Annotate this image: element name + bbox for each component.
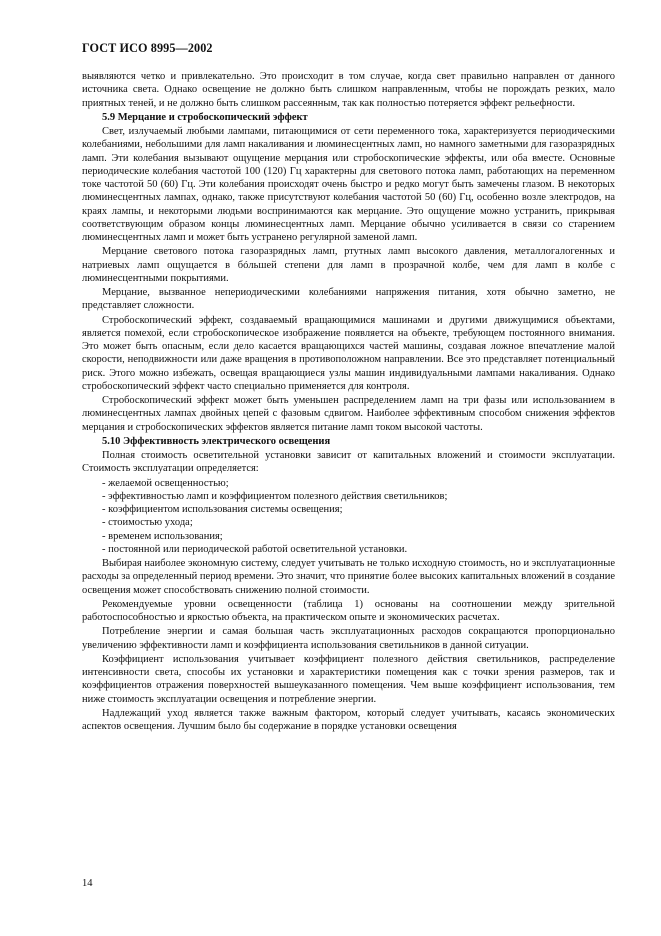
list-item: - стоимостью ухода; bbox=[102, 516, 615, 529]
document-body bbox=[82, 70, 615, 734]
paragraph: Мерцание светового потока газоразрядных ламп, ртутных ламп высокого давления, металлогалогенных и натриевых ламп ощущается в бóльшей степени для ламп в прозрачной колбе, чем для ламп в колбе с люминесцентными покрытиями. bbox=[82, 246, 615, 284]
paragraph: Выбирая наиболее экономную систему, следует учитывать не только исходную стоимость, но и эксплуатационные расходы за определенный период времени. Это значит, что принятие более высоких капитальных вложений в создание освещения может способствовать снижению полной стоимости. bbox=[82, 558, 615, 596]
section-heading-5-9: 5.9 Мерцание и стробоскопический эффект bbox=[102, 111, 308, 123]
paragraph: Коэффициент использования учитывает коэффициент полезного действия светильников, распределение интенсивности света, способы их установки и характеристики помещения как с точки зрения размеров, так и коэффициентов отражения поверхностей вышеуказанного помещения. Чем выше коэффициент использования, тем ниже стоимость эксплуатации освещения и потребление энергии. bbox=[82, 653, 615, 705]
list-item: - постоянной или периодической работой осветительной установки. bbox=[102, 543, 615, 556]
paragraph: Рекомендуемые уровни освещенности (таблица 1) основаны на соотношении между зрительной работоспособностью и яркостью объекта, на практическом опыте и экономических расчетах. bbox=[82, 598, 615, 623]
cost-factors-list bbox=[82, 477, 615, 557]
list-item: - коэффициентом использования системы освещения; bbox=[102, 503, 615, 516]
document-header: ГОСТ ИСО 8995—2002 bbox=[82, 41, 213, 55]
paragraph: Свет, излучаемый любыми лампами, питающимися от сети переменного тока, характеризуется периодическими колебаниями, небольшими для ламп накаливания и люминесцентных ламп, но намного заметными для газоразрядных ламп. Эти колебания вызывают ощущение мерцания или стробоскопические эффекты, или оба вместе. Основные периодические колебания частотой 100 (120) Гц характерны для светового потока ламп, работающих на переменном токе частотой 50 (60) Гц. Эти колебания происходят очень быстро и редко могут быть замечены глазом. В некоторых люминесцентных лампах, однако, также присутствуют колебания частотой 50 (60) Гц, особенно возле электродов, на краях лампы, и некоторыми людьми воспринимаются как мерцание. Это ощущение можно устранить, прикрывая соответствующим образом концы люминесцентных ламп. Мерцание обычно усиливается в связи со старением люминесцентных ламп и может быть устранено регулярной заменой ламп. bbox=[82, 126, 615, 243]
paragraph: Стробоскопический эффект, создаваемый вращающимися машинами и другими движущимися объектами, является помехой, если стробоскопическое изображение появляется на объекте, требующем постоянного внимания. Это может быть опасным, если дело касается вращающихся частей машины, создавая ложное впечатление малой скорости, неподвижности или даже вращения в противоположном направлении. Все это представляет потенциальный риск. Этого можно избежать, освещая вращающиеся узлы машин индивидуальными лампами накаливания. Однако стробоскопический эффект часто специально применяется для контроля. bbox=[82, 314, 615, 392]
paragraph: Полная стоимость осветительной установки зависит от капитальных вложений и стоимости эксплуатации. Стоимость эксплуатации определяется: bbox=[82, 450, 615, 475]
list-item: - временем использования; bbox=[102, 530, 615, 543]
paragraph: Мерцание, вызванное непериодическими колебаниями напряжения питания, хотя обычно заметно, не представляет сложности. bbox=[82, 287, 615, 312]
section-heading-5-10: 5.10 Эффективность электрического освещения bbox=[102, 435, 331, 447]
paragraph: выявляются четко и привлекательно. Это происходит в том случае, когда свет правильно направлен от данного источника света. Однако освещение не должно быть слишком направленным, чтобы не порождать резких, мало приятных теней, и не должно быть слишком рассеянным, так как полностью потеряется эффект рельефности. bbox=[82, 71, 615, 109]
list-item: - эффективностью ламп и коэффициентом полезного действия светильников; bbox=[102, 490, 615, 503]
paragraph: Надлежащий уход является также важным фактором, который следует учитывать, касаясь экономических аспектов освещения. Лучшим было бы содержание в порядке установки освещения bbox=[82, 707, 615, 732]
page-number: 14 bbox=[82, 878, 93, 889]
paragraph: Потребление энергии и самая большая часть эксплуатационных расходов сокращаются пропорционально увеличению эффективности ламп и коэффициента использования светильников в данной ситуации. bbox=[82, 626, 615, 651]
list-item: - желаемой освещенностью; bbox=[102, 477, 615, 490]
paragraph: Стробоскопический эффект может быть уменьшен распределением ламп на три фазы или использованием в люминесцентных лампах двойных цепей с фазовым сдвигом. Наиболее эффективным способом снижения эффектов мерцания и стробоскопических эффектов является питание ламп током высокой частоты. bbox=[82, 395, 615, 433]
